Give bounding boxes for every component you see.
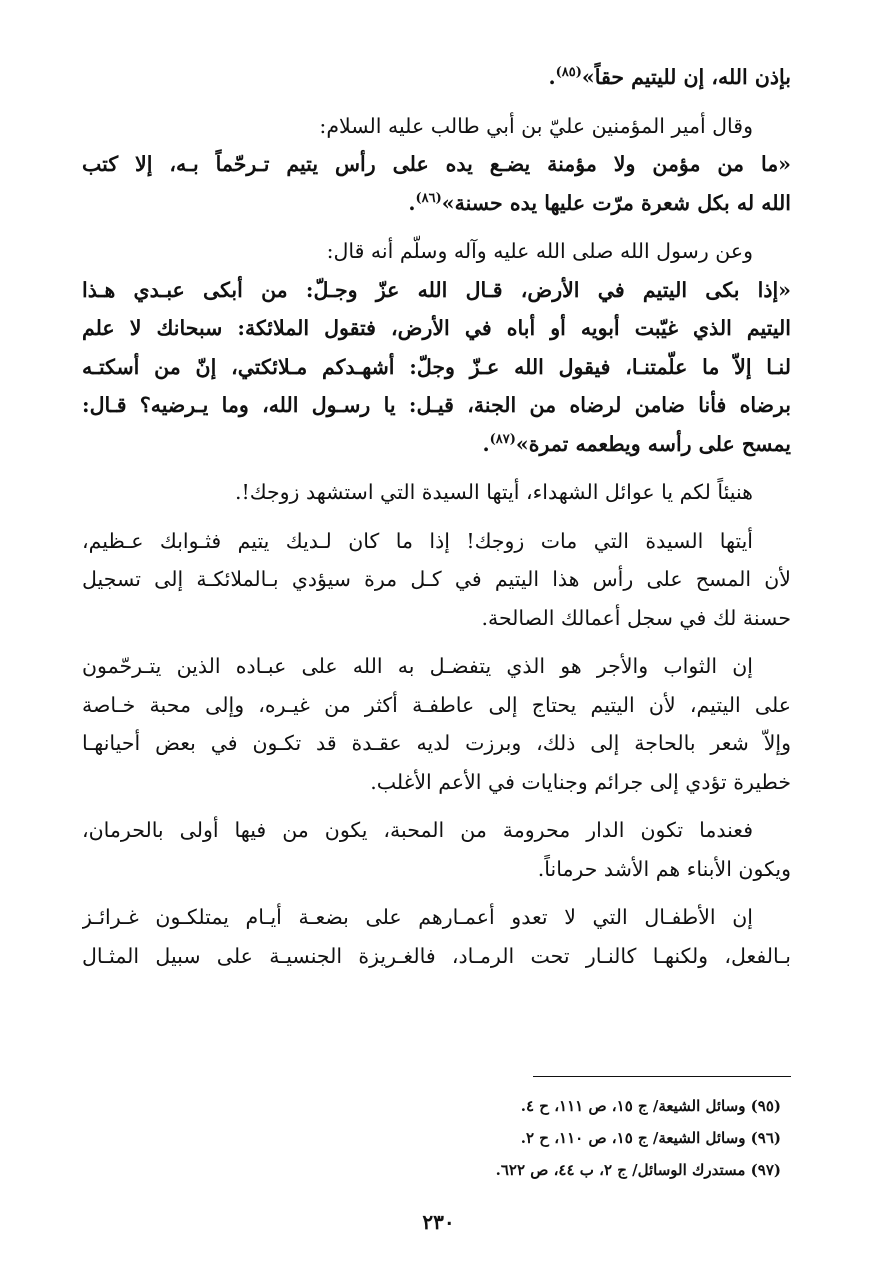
paragraph-reward-line-3: وإلاّ شعر بالحاجة إلى ذلك، وبرزت لديه عقـدة قد تكـون في بعض أحيانهـا: [82, 731, 791, 755]
footnote-95: (٩٥) وسائل الشيعة/ ج ١٥، ص ١١١، ح ٤.: [520, 1097, 781, 1115]
footnote-ref: (٨٦): [415, 190, 442, 206]
footnotes: [181, 1090, 781, 1186]
footnote-ref: (٨٥): [555, 65, 582, 81]
ali-intro: وقال أمير المؤمنين عليّ بن أبي طالب عليه السلام:: [319, 113, 753, 138]
continued-quote-line: [82, 58, 791, 97]
quote-text: الله له بكل شعرة مرّت عليها يده حسنة»: [441, 190, 791, 215]
paragraph-children-line-2: بـالفعل، ولكنهـا كالنـار تحت الرمـاد، فالغـريزة الجنسيـة على سبيل المثـال: [82, 943, 791, 968]
prophet-quote-line-1: «إذا بكى اليتيم في الأرض، قـال الله عزّ وجـلّ: من أبكى عبـدي هـذا: [82, 277, 791, 302]
paragraph-reward-line-2: على اليتيم، لأن اليتيم يحتاج إلى عاطفـة أكثر من غيـره، وإلى محبة خـاصة: [82, 692, 791, 717]
paragraph-widow-line-3: حسنة لك في سجل أعمالك الصالحة.: [481, 605, 791, 630]
prophet-quote-line-2: اليتيم الذي غيّبت أبويه أو أباه في الأرض، فتقول الملائكة: سبحانك لا علم: [82, 316, 791, 340]
full-stop: .: [548, 65, 556, 89]
paragraph-widow-line-2: لأن المسح على رأس هذا اليتيم في كـل مرة سيؤدي بـالملائكـة إلى تسجيل: [82, 567, 791, 591]
paragraph-children-line-1: إن الأطفـال التي لا تعدو أعمـارهم على بضعـة أيـام يمتلكـون غـرائـز: [82, 905, 753, 929]
prophet-quote-line-4: برضاه فأنا ضامن لرضاه من الجنة، قيـل: يا رسـول الله، وما يـرضيه؟ قـال:: [82, 393, 791, 417]
paragraph-widow-line-1: أيتها السيدة التي مات زوجك! إذا ما كان لـديك يتيم فثـوابك عـظيم،: [82, 528, 753, 553]
footnote-divider: [533, 1076, 791, 1077]
paragraph-reward-line-1: إن الثواب والأجر هو الذي يتفضـل به الله على عبـاده الذين يتـرحّمون: [82, 654, 753, 678]
full-stop: .: [408, 190, 416, 215]
footnote-ref: (٨٧): [489, 431, 516, 447]
footnote-96: (٩٦) وسائل الشيعة/ ج ١٥، ص ١١٠، ح ٢.: [520, 1129, 781, 1147]
ali-quote-line-1: «ما من مؤمن ولا مؤمنة يضـع يده على رأس يتيم تـرحّماً بـه، إلا كتب: [82, 152, 791, 176]
paragraph-home-line-2: ويكون الأبناء هم الأشد حرماناً.: [537, 856, 791, 881]
prophet-quote-line-3: لنـا إلاّ ما علّمتنـا، فيقول الله عـزّ وجلّ: أشهـدكم مـلائكتي، إنّ من أسكتـه: [82, 354, 791, 379]
paragraph-martyrs-families: هنيئاً لكم يا عوائل الشهداء، أيتها السيدة التي استشهد زوجك!.: [234, 480, 753, 504]
footnote-97: (٩٧) مستدرك الوسائل/ ج ٢، ب ٤٤، ص ٦٢٢.: [495, 1161, 781, 1179]
paragraph-home-line-1: فعندما تكون الدار محرومة من المحبة، يكون من فيها أولى بالحرمان،: [82, 818, 753, 842]
paragraph-reward-line-4: خطيرة تؤدي إلى جرائم وجنايات في الأعم الأغلب.: [370, 769, 791, 794]
prophet-intro: وعن رسول الله صلى الله عليه وآله وسلّم أنه قال:: [326, 239, 753, 263]
ali-quote-line-2: [82, 184, 791, 223]
prophet-quote-line-5: [82, 425, 791, 464]
full-stop: .: [482, 431, 490, 456]
page-number: ٢٣٠: [422, 1210, 455, 1234]
quote-text: بإذن الله، إن لليتيم حقاً»: [581, 65, 791, 89]
quote-text: يمسح على رأسه ويطعمه تمرة»: [515, 431, 791, 456]
